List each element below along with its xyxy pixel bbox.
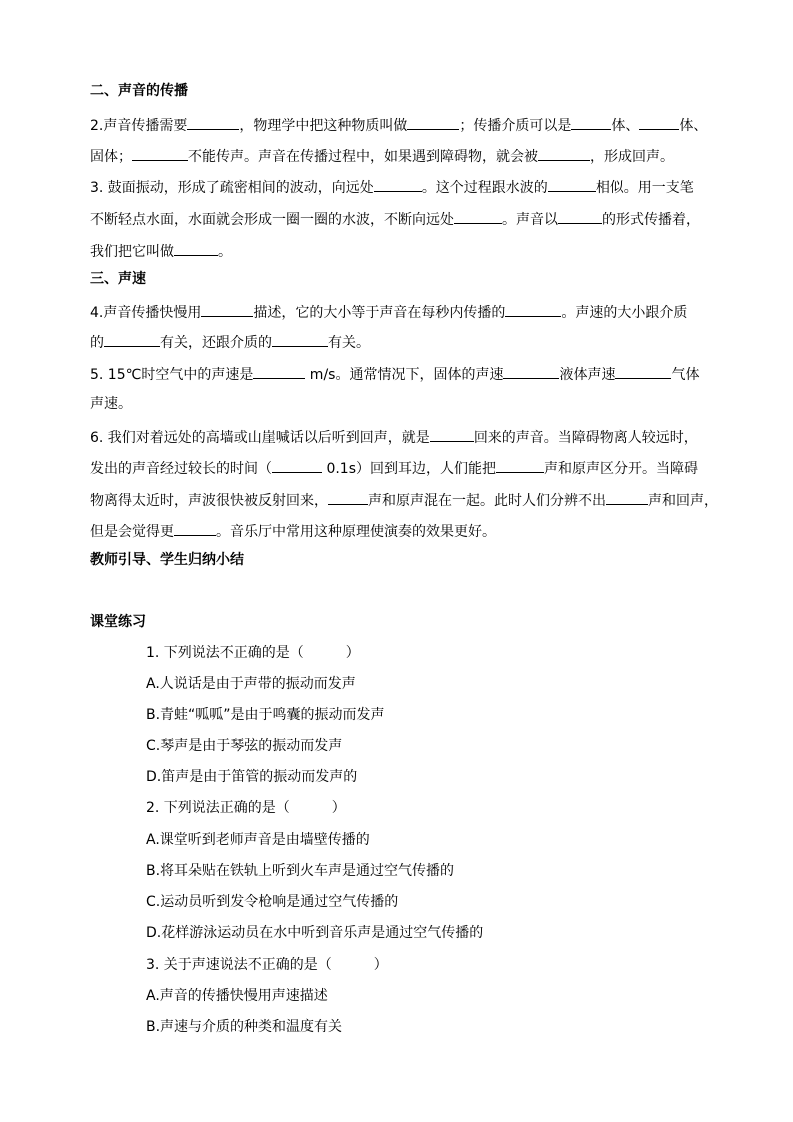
answer-blank[interactable] xyxy=(272,457,322,473)
answer-blank[interactable] xyxy=(430,426,474,442)
answer-blank[interactable] xyxy=(639,114,679,130)
question-6-line-4: 但是会觉得更 。音乐厅中常用这种原理使演奏的效果更好。 xyxy=(90,520,496,542)
answer-blank[interactable] xyxy=(132,145,188,161)
answer-blank[interactable] xyxy=(407,114,459,130)
answer-blank[interactable] xyxy=(454,208,502,224)
answer-blank[interactable] xyxy=(174,240,218,256)
answer-blank[interactable] xyxy=(548,176,596,192)
question-6-line-3: 物离得太近时，声波很快被反射回来， 声和原声混在一起。此时人们分辨不出 声和回声， xyxy=(90,489,718,511)
question-6-line-1: 6. 我们对着远处的高墙或山崖喊话以后听到回声，就是 回来的声音。当障碍物离人较远时， xyxy=(90,426,698,448)
question-2-line-2: 固体； 不能传声。声音在传播过程中，如果遇到障碍物，就会被 ，形成回声。 xyxy=(90,145,674,167)
practice-q2-option-d[interactable]: D.花样游泳运动员在水中听到音乐声是通过空气传播的 xyxy=(146,925,484,941)
answer-blank[interactable] xyxy=(174,520,216,536)
question-3-line-2: 不断轻点水面，水面就会形成一圈一圈的水波，不断向远处 。声音以 的形式传播着， xyxy=(90,208,700,230)
question-3-line-3: 我们把它叫做 。 xyxy=(90,240,232,262)
answer-blank[interactable] xyxy=(496,457,544,473)
question-5-line-2: 声速。 xyxy=(90,396,132,412)
answer-blank[interactable] xyxy=(503,363,559,379)
answer-blank[interactable] xyxy=(272,331,328,347)
answer-blank[interactable] xyxy=(374,176,422,192)
practice-q2-option-c[interactable]: C.运动员听到发令枪响是通过空气传播的 xyxy=(146,894,399,910)
question-6-line-2: 发出的声音经过较长的时间（ 0.1s）回到耳边，人们能把 声和原声区分开。当障碍 xyxy=(90,457,698,479)
question-3-line-1: 3. 鼓面振动，形成了疏密相间的波动，向远处 。这个过程跟水波的 相似。用一支笔 xyxy=(90,176,694,198)
practice-q3-option-a[interactable]: A.声音的传播快慢用声速描述 xyxy=(146,988,328,1004)
practice-title: 课堂练习 xyxy=(90,614,146,630)
answer-blank[interactable] xyxy=(615,363,671,379)
summary-title: 教师引导、学生归纳小结 xyxy=(90,552,244,568)
practice-q2-option-b[interactable]: B.将耳朵贴在铁轨上听到火车声是通过空气传播的 xyxy=(146,863,455,879)
answer-blank[interactable] xyxy=(187,114,239,130)
answer-blank[interactable] xyxy=(505,301,561,317)
answer-blank[interactable] xyxy=(606,489,648,505)
practice-question-1: 1. 下列说法不正确的是（ ） xyxy=(146,645,360,661)
answer-blank[interactable] xyxy=(538,145,590,161)
practice-q1-option-c[interactable]: C.琴声是由于琴弦的振动而发声 xyxy=(146,738,343,754)
question-4-line-2: 的 有关，还跟介质的 有关。 xyxy=(90,331,370,353)
practice-q2-option-a[interactable]: A.课堂听到老师声音是由墙壁传播的 xyxy=(146,832,370,848)
section-title-speed-of-sound: 三、声速 xyxy=(90,271,146,287)
answer-blank[interactable] xyxy=(571,114,611,130)
practice-question-3: 3. 关于声速说法不正确的是（ ） xyxy=(146,957,388,973)
answer-blank[interactable] xyxy=(201,301,253,317)
answer-blank[interactable] xyxy=(558,208,602,224)
question-4-line-1: 4.声音传播快慢用 描述，它的大小等于声音在每秒内传播的 。声速的大小跟介质 xyxy=(90,301,687,323)
answer-blank[interactable] xyxy=(253,363,305,379)
section-title-sound-propagation: 二、声音的传播 xyxy=(90,83,188,99)
practice-q3-option-b[interactable]: B.声速与介质的种类和温度有关 xyxy=(146,1019,343,1035)
answer-blank[interactable] xyxy=(104,331,160,347)
practice-q1-option-a[interactable]: A.人说话是由于声带的振动而发声 xyxy=(146,676,356,692)
answer-blank[interactable] xyxy=(328,489,368,505)
question-5-line-1: 5. 15℃时空气中的声速是 m/s。通常情况下，固体的声速 液体声速 气体 xyxy=(90,363,699,385)
practice-q1-option-d[interactable]: D.笛声是由于笛管的振动而发声的 xyxy=(146,769,358,785)
question-2-line-1: 2.声音传播需要 ，物理学中把这种物质叫做 ；传播介质可以是 体、 体、 xyxy=(90,114,707,136)
practice-q1-option-b[interactable]: B.青蛙“呱呱”是由于鸣囊的振动而发声 xyxy=(146,707,385,723)
practice-question-2: 2. 下列说法正确的是（ ） xyxy=(146,800,346,816)
